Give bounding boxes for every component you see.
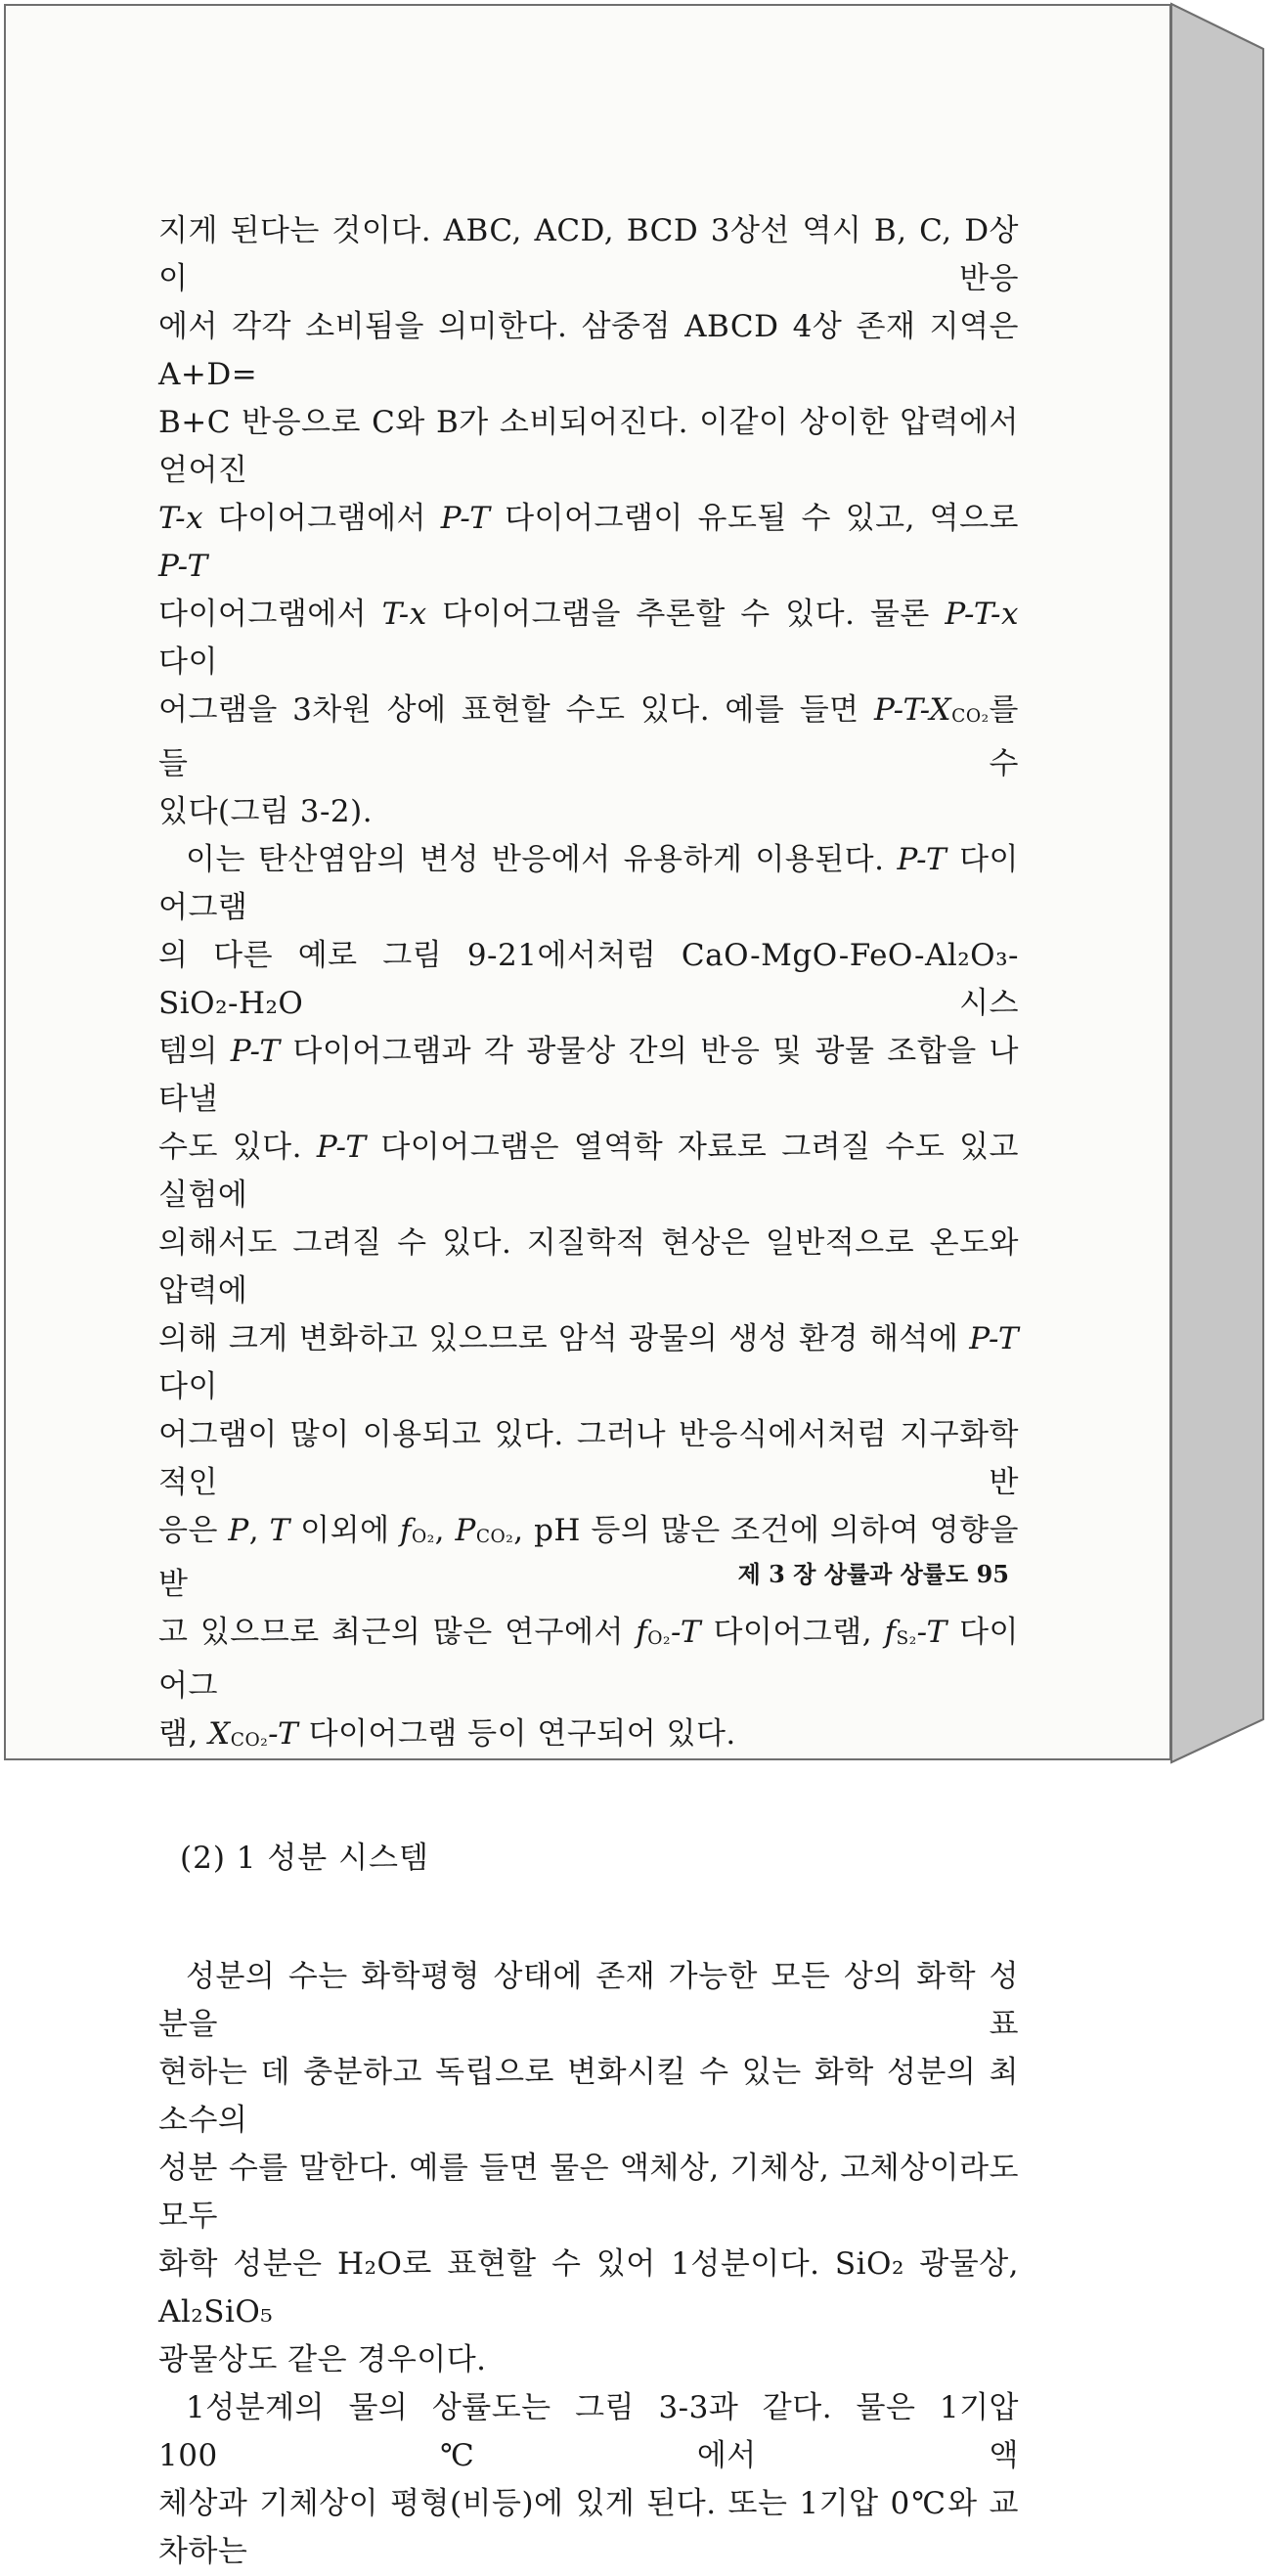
text-line: 현하는 데 충분하고 독립으로 변화시킬 수 있는 화학 성분의 최소수의	[158, 2055, 1019, 2138]
text-line: 어그램을 3차원 상에 표현할 수도 있다. 예를 들면 $P-T-X_{CO_2}$를 들 수	[158, 692, 1019, 781]
text-line: 고 있으므로 최근의 많은 연구에서 $f_{O_2}-T$ 다이어그램, $f_{S_2}-T$ 다이어그	[158, 1615, 1020, 1704]
text-line: 어그램이 많이 이용되고 있다. 그러나 반응식에서처럼 지구화학적인 반	[158, 1417, 1019, 1500]
paragraph-4	[158, 2384, 1019, 2576]
text-line: 체상과 기체상이 평형(비등)에 있게 된다. 또는 1기압 0℃와 교차하는	[158, 2486, 1019, 2569]
paragraph-1	[158, 207, 1019, 836]
text-line: 광물상도 같은 경우이다.	[158, 2342, 487, 2377]
text-line: 성분의 수는 화학평형 상태에 존재 가능한 모든 상의 화학 성분을 표	[158, 1959, 1019, 2042]
text-line: 응은 P, T 이외에 $f_{O_2}$, $P_{CO_2}$, pH 등의 많은 조건에 의하여 영향을 받	[158, 1513, 1020, 1602]
text-line: 의해서도 그려질 수 있다. 지질학적 현상은 일반적으로 온도와 압력에	[158, 1225, 1019, 1309]
text-line: 있다(그림 3-2).	[158, 794, 374, 829]
book-spine	[1171, 4, 1263, 1762]
section-heading: (2) 1 성분 시스템	[180, 1841, 429, 1876]
text-line: 1성분계의 물의 상률도는 그림 3-3과 같다. 물은 1기압 100℃에서 액	[158, 2390, 1019, 2473]
text-line: T-x 다이어그램에서 P-T 다이어그램이 유도될 수 있고, 역으로 P-T	[158, 501, 1019, 584]
paragraph-3	[158, 1953, 1019, 2384]
text-line: 성분 수를 말한다. 예를 들면 물은 액체상, 기체상, 고체상이라도 모두	[158, 2151, 1019, 2234]
paragraph-2	[158, 836, 1019, 1764]
text-line: 템의 P-T 다이어그램과 각 광물상 간의 반응 및 광물 조합을 나타낼	[158, 1034, 1019, 1117]
text-line: 지게 된다는 것이다. ABC, ACD, BCD 3상선 역시 B, C, D상이 반응	[158, 213, 1019, 296]
running-footer: 제 3 장 상률과 상률도 95	[737, 1560, 1009, 1588]
text-line: B+C 반응으로 C와 B가 소비되어진다. 이같이 상이한 압력에서 얻어진	[158, 405, 1019, 488]
text-line: 수도 있다. P-T 다이어그램은 열역학 자료로 그려질 수도 있고 실험에	[158, 1130, 1019, 1213]
text-line: 화학 성분은 H₂O로 표현할 수 있어 1성분이다. SiO₂ 광물상, Al₂SiO₅	[158, 2246, 1019, 2330]
text-line: 에서 각각 소비됨을 의미한다. 삼중점 ABCD 4상 존재 지역은 A+D=	[158, 309, 1019, 392]
text-line: 의해 크게 변화하고 있으므로 암석 광물의 생성 환경 해석에 P-T 다이	[158, 1321, 1019, 1404]
body-text	[158, 207, 1019, 2576]
text-line: 의 다른 예로 그림 9-21에서처럼 CaO-MgO-FeO-Al₂O₃-SiO₂-H₂O 시스	[158, 938, 1019, 1021]
text-line: 다이어그램에서 T-x 다이어그램을 추론할 수 있다. 물론 P-T-x 다이	[158, 597, 1019, 680]
text-line: 램, $X_{CO_2}-T$ 다이어그램 등이 연구되어 있다.	[158, 1716, 736, 1752]
text-line: 이는 탄산염암의 변성 반응에서 유용하게 이용된다. P-T 다이어그램	[158, 842, 1020, 925]
